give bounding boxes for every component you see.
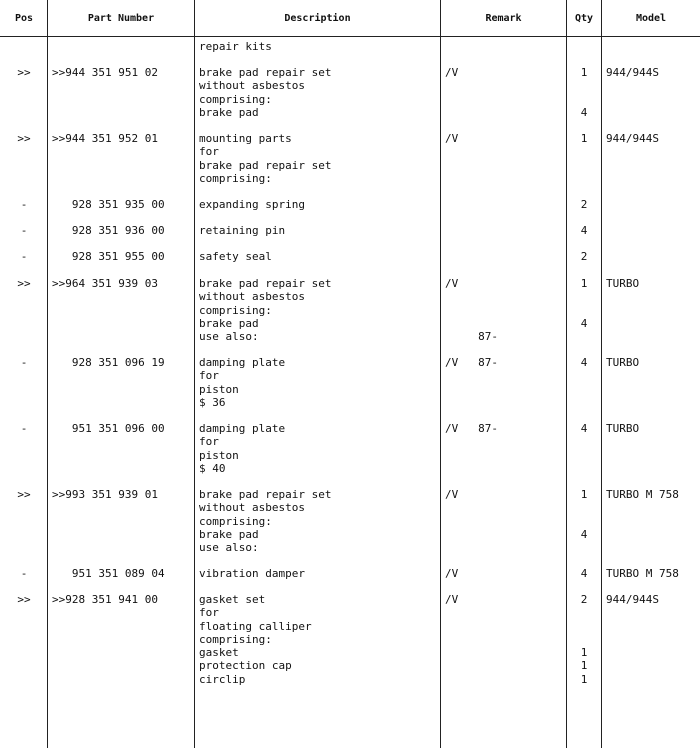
description-cell-line: $ 36	[199, 395, 226, 409]
description-cell-line: piston	[199, 382, 239, 396]
remark-cell-line: /V	[445, 567, 459, 580]
remark-cell-line	[445, 304, 565, 317]
part-number-cell	[52, 277, 192, 290]
pos-cell-line: >>	[17, 66, 31, 79]
pos-cell	[0, 277, 48, 290]
pos-cell-line: >>	[17, 593, 31, 606]
part-number-cell-line: >>944 351 952 01	[52, 132, 158, 145]
qty-cell-line	[567, 633, 601, 646]
part-number-cell	[52, 224, 192, 237]
remark-cell-line: 87-	[445, 330, 498, 344]
part-number-cell	[52, 593, 192, 606]
description-cell-line: safety seal	[199, 250, 272, 263]
pos-cell	[0, 132, 48, 145]
column-divider	[47, 0, 48, 748]
part-number-cell	[52, 567, 192, 580]
pos-cell	[0, 567, 48, 580]
description-cell	[199, 488, 437, 554]
description-cell-line: brake pad	[199, 105, 259, 119]
remark-cell	[445, 488, 565, 501]
pos-cell-line: -	[20, 567, 28, 580]
qty-cell-line: 4	[580, 422, 588, 435]
model-cell	[606, 250, 700, 263]
model-cell-line: 944/944S	[606, 66, 659, 79]
description-cell-line: use also:	[199, 330, 259, 344]
model-cell	[606, 224, 700, 237]
description-cell-line: protection cap	[199, 659, 292, 673]
qty-cell-line: 4	[580, 224, 588, 237]
qty-cell-line: 1	[580, 488, 588, 501]
header-divider	[0, 36, 700, 37]
qty-cell	[567, 356, 601, 369]
qty-cell-line	[567, 304, 601, 317]
description-cell-line: damping plate	[199, 356, 286, 369]
model-cell	[606, 593, 700, 606]
model-cell	[606, 198, 700, 211]
qty-cell-line: 4	[580, 527, 588, 541]
pos-cell	[0, 422, 48, 435]
model-cell-line: TURBO M 758	[606, 488, 679, 501]
part-number-cell-line: >>928 351 941 00	[52, 593, 158, 606]
description-cell	[199, 198, 437, 211]
remark-cell-line: /V	[445, 488, 459, 501]
remark-cell	[445, 593, 565, 606]
qty-cell-line: 4	[580, 105, 588, 119]
remark-cell	[445, 567, 565, 580]
description-cell	[199, 66, 437, 119]
header-pos: Pos	[14, 13, 34, 24]
part-number-cell-line: 928 351 955 00	[52, 250, 165, 263]
remark-cell-line: /V	[445, 277, 459, 290]
qty-cell-line: 4	[580, 316, 588, 330]
part-number-cell-line: 928 351 935 00	[52, 198, 165, 211]
remark-cell	[445, 422, 565, 435]
description-cell-line: $ 40	[199, 461, 226, 475]
column-divider	[601, 0, 602, 748]
description-cell	[199, 132, 437, 185]
description-cell-line: without asbestos	[199, 501, 305, 515]
remark-cell-line: /V	[445, 132, 459, 145]
model-cell-line: TURBO	[606, 356, 640, 369]
part-number-cell	[52, 422, 192, 435]
description-cell-line: for	[199, 606, 219, 620]
pos-cell-line	[0, 40, 48, 53]
qty-cell-line	[567, 93, 601, 106]
description-cell-line: comprising:	[199, 632, 272, 646]
model-cell-line: TURBO M 758	[606, 567, 679, 580]
qty-cell	[567, 198, 601, 211]
part-number-cell	[52, 198, 192, 211]
description-cell	[199, 250, 437, 263]
model-cell	[606, 356, 700, 369]
header-part-number: Part Number	[87, 13, 155, 24]
model-cell-line	[606, 224, 700, 237]
qty-cell-line	[567, 79, 601, 92]
part-number-cell-line: 951 351 096 00	[52, 422, 165, 435]
description-cell-line: gasket set	[199, 593, 266, 606]
part-number-cell	[52, 250, 192, 263]
model-cell-line	[606, 250, 700, 263]
description-cell	[199, 593, 437, 686]
qty-cell-line: 1	[580, 659, 588, 673]
pos-cell	[0, 356, 48, 369]
part-number-cell-line: >>944 351 951 02	[52, 66, 158, 79]
qty-cell	[567, 250, 601, 263]
description-cell	[199, 567, 437, 580]
description-cell	[199, 40, 437, 53]
description-cell-line: without asbestos	[199, 79, 305, 93]
remark-cell	[445, 356, 565, 369]
qty-cell	[567, 277, 601, 330]
model-cell-line: 944/944S	[606, 593, 659, 606]
part-number-cell	[52, 356, 192, 369]
description-cell-line: comprising:	[199, 171, 272, 185]
remark-cell-line: /V	[445, 593, 459, 606]
pos-cell-line: >>	[17, 132, 31, 145]
qty-cell-line: 2	[580, 593, 588, 606]
remark-cell	[445, 277, 565, 343]
description-cell-line: without asbestos	[199, 290, 305, 304]
model-cell	[606, 66, 700, 79]
model-cell	[606, 488, 700, 501]
qty-cell-line: 2	[580, 198, 588, 211]
description-cell-line: brake pad repair set	[199, 488, 332, 501]
part-number-cell-line: 951 351 089 04	[52, 567, 165, 580]
model-cell-line	[606, 40, 700, 53]
pos-cell	[0, 224, 48, 237]
part-number-cell	[52, 132, 192, 145]
description-cell-line: for	[199, 145, 219, 159]
header-remark: Remark	[485, 13, 522, 24]
description-cell-line: circlip	[199, 672, 246, 686]
qty-cell-line: 1	[580, 132, 588, 145]
model-cell	[606, 567, 700, 580]
qty-cell-line: 1	[580, 277, 588, 290]
pos-cell-line: -	[20, 422, 28, 435]
qty-cell-line: 4	[580, 356, 588, 369]
pos-cell	[0, 66, 48, 79]
description-cell-line: piston	[199, 448, 239, 462]
qty-cell	[567, 66, 601, 119]
pos-cell-line: -	[20, 224, 28, 237]
description-cell-line: damping plate	[199, 422, 286, 435]
pos-cell-line: >>	[17, 488, 31, 501]
description-cell	[199, 224, 437, 237]
pos-cell	[0, 488, 48, 501]
description-cell-line: brake pad repair set	[199, 158, 332, 172]
qty-cell-line: 4	[580, 567, 588, 580]
qty-cell	[567, 593, 601, 686]
description-cell-line: comprising:	[199, 92, 272, 106]
pos-cell	[0, 40, 48, 53]
qty-cell	[567, 567, 601, 580]
part-number-cell-line: 928 351 936 00	[52, 224, 165, 237]
remark-cell-line: /V	[445, 66, 459, 79]
description-cell-line: for	[199, 435, 219, 449]
description-cell-line: retaining pin	[199, 224, 286, 237]
model-cell	[606, 422, 700, 435]
description-cell-line: floating calliper	[199, 619, 312, 633]
pos-cell	[0, 593, 48, 606]
remark-cell	[445, 66, 565, 79]
description-cell	[199, 422, 437, 475]
model-cell-line	[606, 198, 700, 211]
part-number-cell-line: >>993 351 939 01	[52, 488, 158, 501]
model-cell	[606, 132, 700, 145]
description-cell-line: brake pad	[199, 527, 259, 541]
description-cell-line: expanding spring	[199, 198, 305, 211]
part-number-cell	[52, 40, 192, 53]
qty-cell	[567, 132, 601, 145]
description-cell	[199, 277, 437, 343]
pos-cell-line: -	[20, 198, 28, 211]
description-cell-line: use also:	[199, 541, 259, 555]
description-cell-line: vibration damper	[199, 567, 305, 580]
pos-cell	[0, 198, 48, 211]
pos-cell	[0, 250, 48, 263]
qty-cell-line: 1	[580, 646, 588, 660]
qty-cell-line	[567, 290, 601, 303]
part-number-cell-line	[52, 40, 192, 53]
qty-cell-line	[567, 501, 601, 514]
part-number-cell-line: >>964 351 939 03	[52, 277, 158, 290]
model-cell-line: TURBO	[606, 422, 640, 435]
part-number-cell	[52, 488, 192, 501]
remark-cell-line: /V 87-	[445, 356, 498, 369]
part-number-cell-line: 928 351 096 19	[52, 356, 165, 369]
column-divider	[440, 0, 441, 748]
pos-cell-line: >>	[17, 277, 31, 290]
description-cell-line: brake pad	[199, 316, 259, 330]
model-cell	[606, 277, 700, 290]
qty-cell-line: 1	[580, 672, 588, 686]
pos-cell-line: -	[20, 250, 28, 263]
description-cell-line: mounting parts	[199, 132, 292, 145]
part-number-cell	[52, 66, 192, 79]
description-cell-line: gasket	[199, 646, 239, 660]
qty-cell-line: 2	[580, 250, 588, 263]
qty-cell	[567, 488, 601, 541]
remark-cell-line: /V 87-	[445, 422, 498, 435]
description-cell-line: repair kits	[199, 40, 272, 53]
model-cell-line: 944/944S	[606, 132, 659, 145]
header-description: Description	[284, 13, 351, 24]
model-cell-line: TURBO	[606, 277, 640, 290]
remark-cell	[445, 132, 565, 145]
column-divider	[194, 0, 195, 748]
description-cell-line: brake pad repair set	[199, 277, 332, 290]
pos-cell-line: -	[20, 356, 28, 369]
description-cell-line: comprising:	[199, 303, 272, 317]
qty-cell-line	[567, 515, 601, 528]
description-cell	[199, 356, 437, 409]
description-cell-line: brake pad repair set	[199, 66, 332, 79]
header-qty: Qty	[574, 13, 594, 24]
remark-cell-line	[445, 290, 565, 303]
qty-cell	[567, 224, 601, 237]
qty-cell-line	[567, 606, 601, 619]
model-cell	[606, 40, 700, 53]
description-cell-line: comprising:	[199, 514, 272, 528]
qty-cell	[567, 422, 601, 435]
header-model: Model	[635, 13, 667, 24]
qty-cell-line: 1	[580, 66, 588, 79]
qty-cell-line	[567, 620, 601, 633]
remark-cell-line	[445, 317, 565, 330]
description-cell-line: for	[199, 369, 219, 383]
